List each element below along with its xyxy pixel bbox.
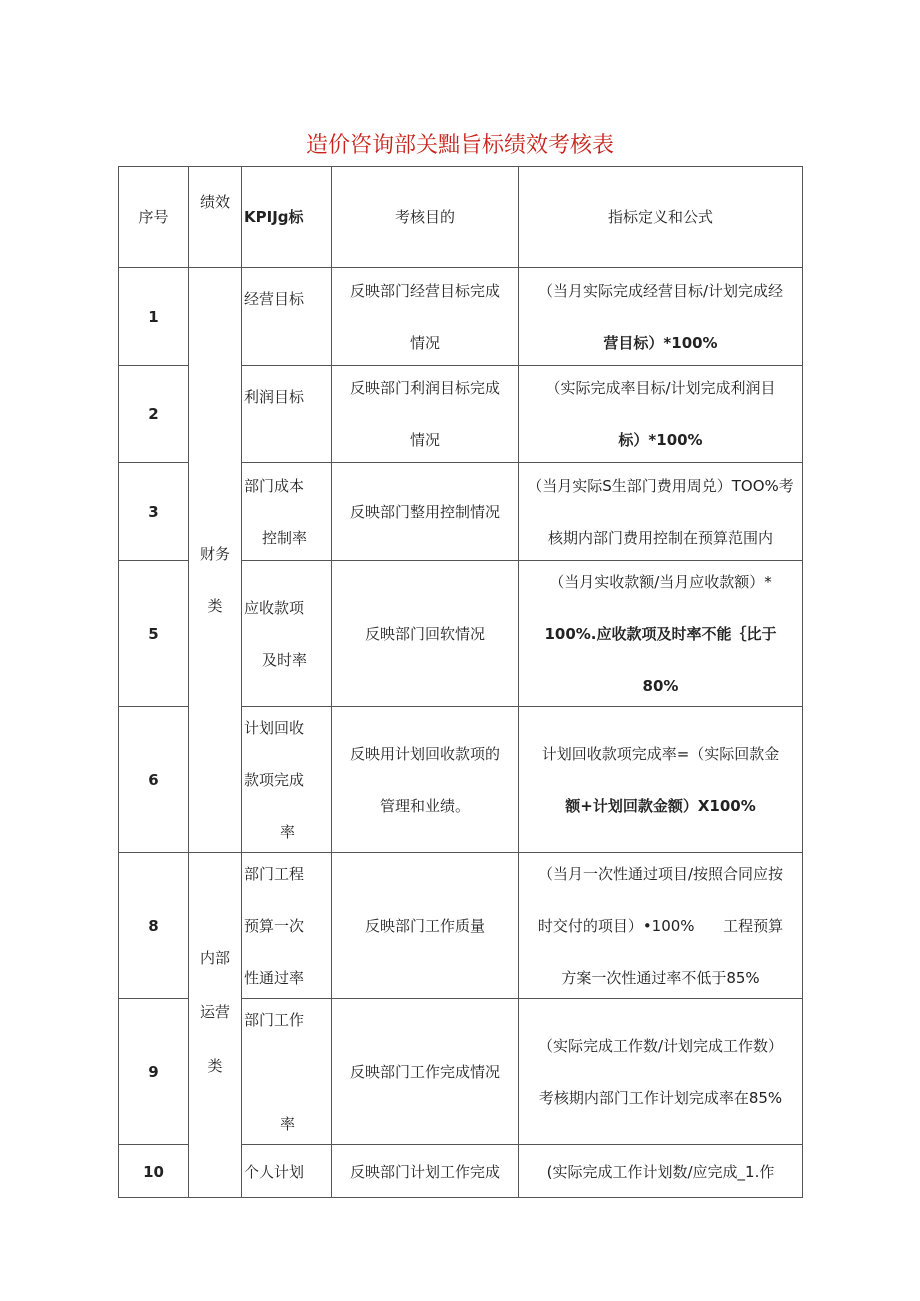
kpi-line: 计划回收 bbox=[244, 718, 305, 737]
purpose-line: 反映部门利润目标完成 bbox=[349, 379, 500, 397]
row-definition bbox=[519, 707, 803, 853]
kpi-line: 款项完成 bbox=[244, 770, 305, 789]
definition-line: （当月实际完成经营目标/计划完成经 bbox=[537, 281, 784, 300]
kpi-line: 性通过率 bbox=[244, 968, 305, 987]
row-kpi bbox=[242, 463, 332, 561]
row-purpose bbox=[332, 999, 519, 1145]
definition-line: 考核期内部门工作计划完成率在85% bbox=[538, 1088, 783, 1107]
purpose-line: 管理和业绩。 bbox=[379, 796, 470, 815]
kpi-line: 部门工程 bbox=[244, 864, 305, 883]
row-definition bbox=[519, 853, 803, 999]
row-seq: 6 bbox=[119, 707, 189, 853]
category-label: 财务 bbox=[199, 545, 230, 563]
purpose-line: 反映部门工作完成情况 bbox=[349, 1062, 500, 1081]
purpose-line: 反映用计划回收款项的 bbox=[349, 744, 500, 763]
kpi-line bbox=[244, 1085, 331, 1111]
kpi-line: 率 bbox=[280, 822, 296, 841]
row-definition bbox=[519, 999, 803, 1145]
kpi-line: 控制率 bbox=[262, 529, 308, 547]
kpi-line: 经营目标 bbox=[244, 290, 305, 308]
category-ops bbox=[189, 853, 242, 1198]
definition-line: 时交付的项目）•100% 工程预算 bbox=[537, 916, 784, 935]
row-purpose bbox=[332, 268, 519, 366]
definition-line: 方案一次性通过率不低于85% bbox=[561, 968, 760, 987]
row-seq: 3 bbox=[119, 463, 189, 561]
row-kpi bbox=[242, 561, 332, 707]
definition-line: 80% bbox=[642, 676, 679, 695]
category-label: 运营 bbox=[199, 1003, 230, 1021]
row-definition bbox=[519, 366, 803, 463]
kpi-line: 率 bbox=[280, 1114, 296, 1133]
row-seq: 10 bbox=[119, 1145, 189, 1198]
definition-line: 计划回收款项完成率=（实际回款金 bbox=[541, 744, 780, 763]
row-purpose bbox=[332, 561, 519, 707]
purpose-line: 反映部门整用控制情况 bbox=[349, 502, 500, 521]
header-kpi: KPIJg标 bbox=[242, 167, 332, 268]
definition-line: 100%.应收款项及时率不能｛比于 bbox=[544, 624, 777, 643]
row-purpose bbox=[332, 853, 519, 999]
definition-line: （实际完成率目标/计划完成利润目 bbox=[545, 379, 776, 397]
row-kpi bbox=[242, 366, 332, 463]
row-purpose bbox=[332, 1145, 519, 1198]
row-definition bbox=[519, 463, 803, 561]
category-finance bbox=[189, 268, 242, 853]
purpose-line: 情况 bbox=[409, 431, 440, 449]
row-kpi bbox=[242, 1145, 332, 1198]
definition-line: （当月实收款额/当月应收款额）* bbox=[549, 572, 772, 591]
row-purpose bbox=[332, 707, 519, 853]
row-definition bbox=[519, 561, 803, 707]
definition-line: （当月一次性通过项目/按照合同应按 bbox=[537, 864, 784, 883]
header-definition: 指标定义和公式 bbox=[519, 167, 803, 268]
row-seq: 8 bbox=[119, 853, 189, 999]
category-label: 类 bbox=[207, 597, 223, 615]
page-title: 造价咨询部关黜旨标绩效考核表 bbox=[305, 133, 614, 158]
row-kpi bbox=[242, 853, 332, 999]
kpi-line: 应收款项 bbox=[244, 598, 305, 617]
kpi-line: 部门工作 bbox=[244, 1010, 305, 1029]
kpi-table bbox=[118, 166, 803, 1198]
definition-line: 额+计划回款金额）X100% bbox=[565, 796, 756, 815]
kpi-line bbox=[244, 1059, 331, 1085]
definition-line: (实际完成工作计划数/应完成_1.作 bbox=[546, 1163, 775, 1181]
row-definition bbox=[519, 1145, 803, 1198]
row-kpi bbox=[242, 999, 332, 1145]
purpose-line: 反映部门回软情况 bbox=[364, 624, 485, 643]
purpose-line: 反映部门经营目标完成 bbox=[349, 281, 500, 300]
purpose-line: 反映部门工作质量 bbox=[364, 916, 485, 935]
row-purpose bbox=[332, 463, 519, 561]
definition-line: （当月实际S生部门费用周兑）TOO%考 bbox=[527, 476, 794, 495]
purpose-line: 情况 bbox=[409, 333, 440, 352]
kpi-line: 个人计划 bbox=[244, 1163, 305, 1181]
row-seq: 1 bbox=[119, 268, 189, 366]
row-definition bbox=[519, 268, 803, 366]
row-purpose bbox=[332, 366, 519, 463]
category-label: 类 bbox=[207, 1057, 223, 1075]
purpose-line: 反映部门计划工作完成 bbox=[349, 1163, 500, 1181]
table-row bbox=[119, 268, 803, 366]
row-seq: 9 bbox=[119, 999, 189, 1145]
row-kpi bbox=[242, 707, 332, 853]
row-kpi bbox=[242, 268, 332, 366]
kpi-line: 利润目标 bbox=[244, 388, 305, 406]
row-seq: 2 bbox=[119, 366, 189, 463]
definition-line: 核期内部门费用控制在预算范围内 bbox=[547, 528, 773, 547]
table-row bbox=[119, 853, 803, 999]
definition-line: 营目标）*100% bbox=[603, 333, 718, 352]
definition-line: （实际完成工作数/计划完成工作数） bbox=[537, 1036, 784, 1055]
definition-line: 标）*100% bbox=[618, 431, 703, 449]
header-perf: 绩效 bbox=[189, 167, 242, 268]
table-header-row bbox=[119, 167, 803, 268]
kpi-line: 部门成本 bbox=[244, 477, 305, 495]
header-seq: 序号 bbox=[119, 167, 189, 268]
category-label: 内部 bbox=[199, 949, 230, 967]
header-purpose: 考核目的 bbox=[332, 167, 519, 268]
kpi-line: 及时率 bbox=[262, 650, 308, 669]
kpi-line: 预算一次 bbox=[244, 916, 305, 935]
row-seq: 5 bbox=[119, 561, 189, 707]
